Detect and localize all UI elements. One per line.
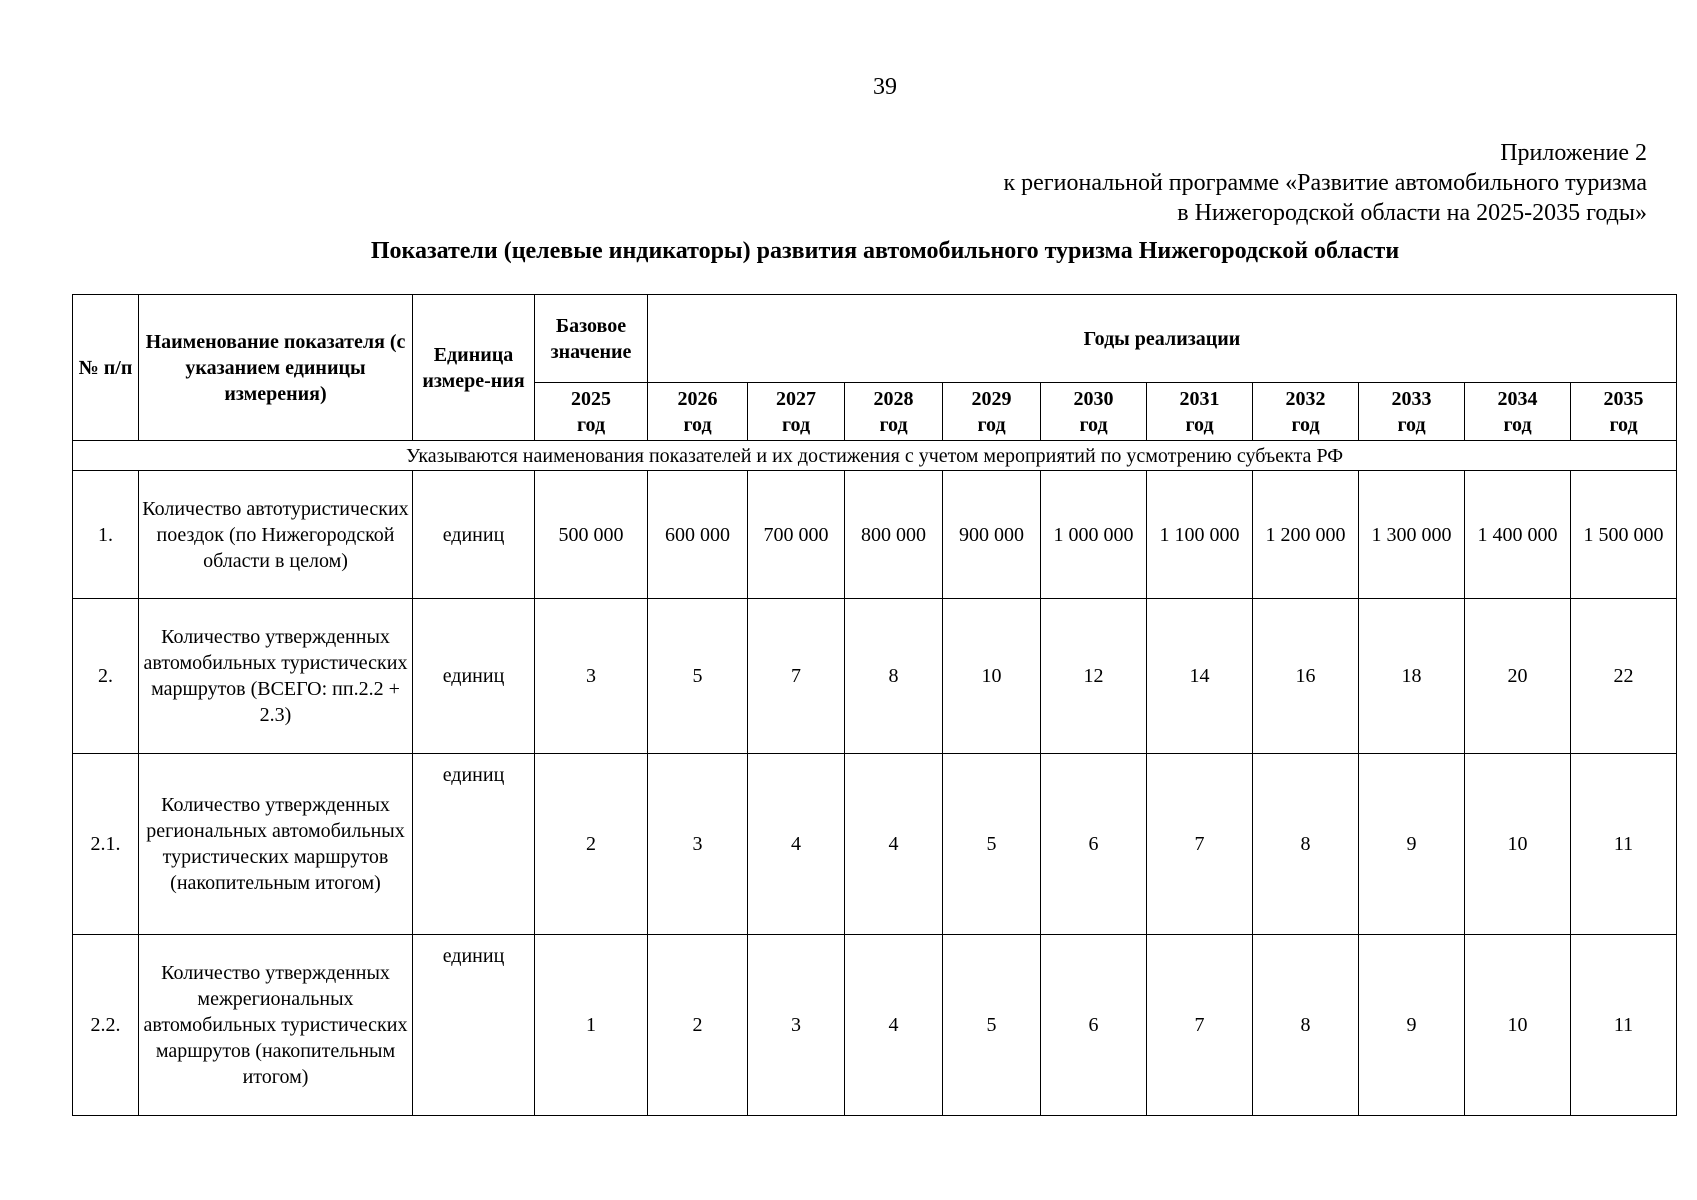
header-year-2034: [1465, 383, 1571, 441]
note-row: [73, 441, 1677, 471]
row-value: 8: [845, 599, 943, 754]
row-value: 2: [535, 754, 648, 935]
row-value: 6: [1041, 754, 1147, 935]
header-year-2035: [1571, 383, 1677, 441]
row-value: 500 000: [535, 471, 648, 599]
table-row: [73, 471, 1677, 599]
row-number: 2.2.: [73, 935, 139, 1116]
header-year-2033: [1359, 383, 1465, 441]
year-label: год: [879, 413, 908, 436]
row-number: 2.: [73, 599, 139, 754]
row-value: 22: [1571, 599, 1677, 754]
appendix-line-2: к региональной программе «Развитие автомобильного туризма: [1003, 170, 1647, 196]
row-value: 1: [535, 935, 648, 1116]
row-value: 12: [1041, 599, 1147, 754]
year-label: год: [683, 413, 712, 436]
year-label: год: [781, 413, 811, 436]
row-value: 3: [648, 754, 748, 935]
year-label: год: [1397, 413, 1426, 436]
header-year-2030: [1041, 383, 1147, 441]
row-name: Количество утвержденных автомобильных туристических маршрутов (ВСЕГО: пп.2.2 + 2.3): [139, 599, 413, 754]
header-year-2027: [748, 383, 845, 441]
row-unit: единиц: [413, 471, 535, 599]
header-years-group: Годы реализации: [648, 295, 1677, 383]
row-name: Количество утвержденных межрегиональных автомобильных туристических маршрутов (накопительным итогом): [139, 935, 413, 1116]
row-unit: единиц: [413, 754, 535, 935]
year-number: 2035: [1603, 387, 1644, 410]
header-base: Базовое значение: [535, 295, 648, 383]
year-number: 2028: [873, 387, 914, 410]
row-value: 800 000: [845, 471, 943, 599]
row-value: 900 000: [943, 471, 1041, 599]
row-value: 1 200 000: [1253, 471, 1359, 599]
indicators-table: [72, 294, 1677, 1116]
note-text: Указываются наименования показателей и их достижения с учетом мероприятий по усмотрению субъекта РФ: [73, 441, 1677, 471]
header-year-2025: [535, 383, 648, 441]
year-number: 2029: [971, 387, 1012, 410]
row-value: 1 100 000: [1147, 471, 1253, 599]
header-number: № п/п: [73, 295, 139, 441]
header-year-2032: [1253, 383, 1359, 441]
year-number: 2027: [776, 387, 816, 410]
row-value: 9: [1359, 935, 1465, 1116]
row-unit: единиц: [413, 599, 535, 754]
row-value: 16: [1253, 599, 1359, 754]
header-year-2029: [943, 383, 1041, 441]
year-number: 2026: [677, 387, 718, 410]
row-value: 11: [1571, 754, 1677, 935]
row-value: 3: [535, 599, 648, 754]
row-value: 8: [1253, 935, 1359, 1116]
row-value: 10: [1465, 935, 1571, 1116]
row-value: 8: [1253, 754, 1359, 935]
year-label: год: [1291, 413, 1320, 436]
year-number: 2034: [1497, 387, 1538, 410]
row-value: 18: [1359, 599, 1465, 754]
row-value: 6: [1041, 935, 1147, 1116]
row-value: 20: [1465, 599, 1571, 754]
year-number: 2031: [1179, 387, 1220, 410]
row-unit: единиц: [413, 935, 535, 1116]
appendix-line-1: Приложение 2: [1500, 140, 1647, 166]
row-value: 1 300 000: [1359, 471, 1465, 599]
page-number: 39: [873, 74, 897, 100]
row-value: 10: [1465, 754, 1571, 935]
row-value: 3: [748, 935, 845, 1116]
appendix-line-3: в Нижегородской области на 2025-2035 годы»: [1177, 200, 1647, 226]
row-value: 7: [1147, 754, 1253, 935]
row-name: Количество автотуристических поездок (по Нижегородской области в целом): [139, 471, 413, 599]
year-number: 2030: [1073, 387, 1114, 410]
document-title: Показатели (целевые индикаторы) развития автомобильного туризма Нижегородской области: [370, 238, 1400, 264]
table-row: [73, 935, 1677, 1116]
row-value: 1 000 000: [1041, 471, 1147, 599]
table-row: [73, 754, 1677, 935]
header-year-2026: [648, 383, 748, 441]
row-value: 9: [1359, 754, 1465, 935]
row-number: 1.: [73, 471, 139, 599]
year-label: год: [977, 413, 1006, 436]
appendix-caption: [1003, 138, 1647, 228]
row-value: 2: [648, 935, 748, 1116]
row-value: 1 400 000: [1465, 471, 1571, 599]
row-number: 2.1.: [73, 754, 139, 935]
row-name: Количество утвержденных региональных автомобильных туристических маршрутов (накопительным итогом): [139, 754, 413, 935]
row-value: 4: [845, 935, 943, 1116]
year-label: год: [1079, 413, 1108, 436]
header-unit: Единица измере-ния: [413, 295, 535, 441]
header-year-2028: [845, 383, 943, 441]
row-value: 4: [845, 754, 943, 935]
year-label: год: [576, 413, 606, 436]
row-value: 11: [1571, 935, 1677, 1116]
row-value: 5: [943, 754, 1041, 935]
year-number: 2025: [571, 387, 611, 410]
table-row: [73, 599, 1677, 754]
row-value: 4: [748, 754, 845, 935]
row-value: 1 500 000: [1571, 471, 1677, 599]
row-value: 10: [943, 599, 1041, 754]
row-value: 5: [648, 599, 748, 754]
row-value: 700 000: [748, 471, 845, 599]
year-label: год: [1503, 413, 1532, 436]
year-label: год: [1185, 413, 1214, 436]
row-value: 14: [1147, 599, 1253, 754]
header-row-1: [73, 295, 1677, 383]
year-number: 2033: [1391, 387, 1432, 410]
year-label: год: [1609, 413, 1638, 436]
row-value: 5: [943, 935, 1041, 1116]
row-value: 7: [748, 599, 845, 754]
row-value: 600 000: [648, 471, 748, 599]
year-number: 2032: [1285, 387, 1326, 410]
header-year-2031: [1147, 383, 1253, 441]
header-name: Наименование показателя (с указанием единицы измерения): [139, 295, 413, 441]
row-value: 7: [1147, 935, 1253, 1116]
